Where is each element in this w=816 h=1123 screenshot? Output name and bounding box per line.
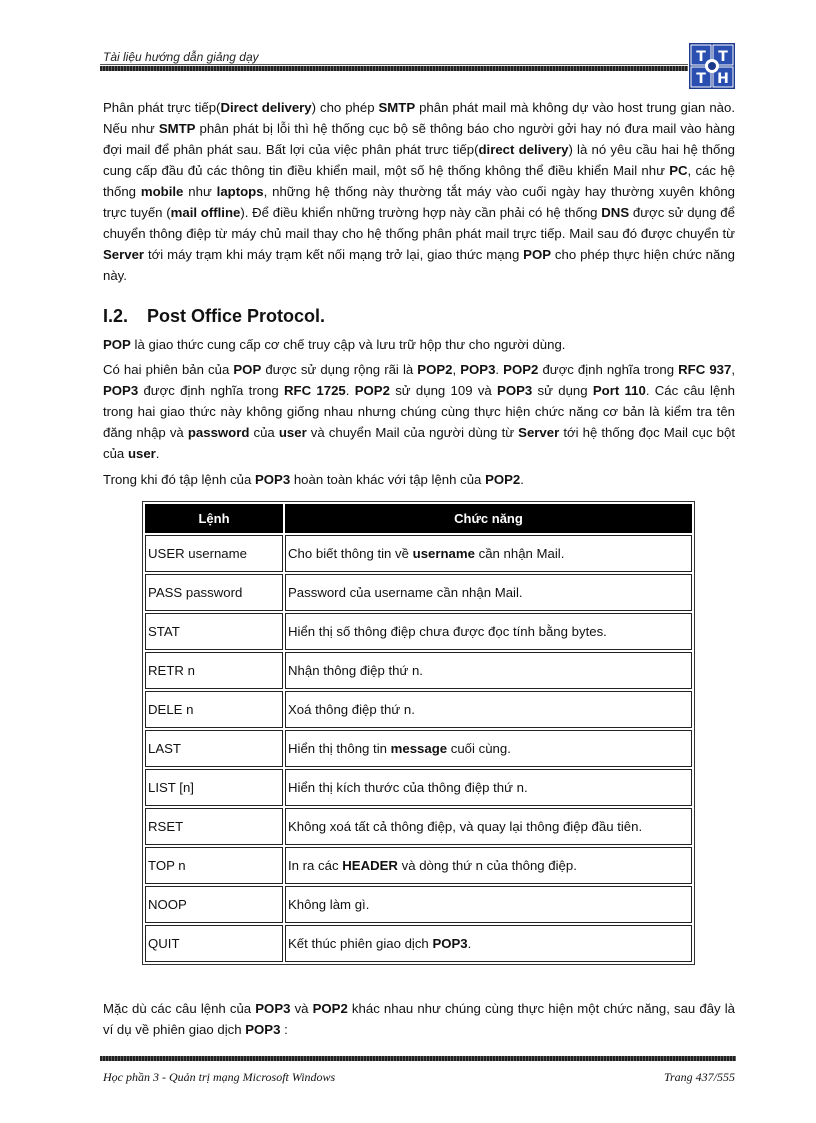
command-cell: NOOP	[145, 886, 283, 923]
text-run: Không làm gì.	[288, 897, 370, 912]
bold-term: Server	[518, 425, 560, 440]
bold-term: PC	[669, 163, 688, 178]
footer-rule	[100, 1056, 736, 1061]
bold-term: POP3	[432, 936, 468, 951]
bold-term: mail offline	[170, 205, 241, 220]
section-number: I.2.	[103, 306, 129, 326]
text-run: .	[345, 383, 355, 398]
bold-term: user	[278, 425, 307, 440]
text-run: .	[520, 472, 524, 487]
text-run: , những hệ thống này thường tắt máy vào cuối ngày hay thường xuyên không trực tuyến (	[103, 184, 736, 220]
function-cell	[285, 808, 692, 845]
bold-term: POP3	[103, 383, 139, 398]
text-run: Trong khi đó tập lệnh của	[103, 472, 255, 487]
function-cell	[285, 535, 692, 572]
section-heading	[103, 306, 325, 327]
text-run: .	[155, 446, 160, 461]
text-run: được sử dụng để chuyển thông điệp từ máy chủ mail thay cho hệ thống phân phát mail trực tiếp. Mail sau đó được chuyển từ	[103, 205, 735, 241]
bold-term: SMTP	[158, 121, 196, 136]
text-run: ) là nó yêu cầu hai hệ thống cung cấp đầu đủ các thông tin điều khiển mail, một số hệ thống không thể điều khiển Mail như	[103, 142, 735, 178]
text-run: Hiển thị số thông điệp chưa được đọc tính bằng bytes.	[288, 624, 607, 639]
table-row	[145, 730, 692, 767]
text-run: Không xoá tất cả thông điệp, và quay lại thông điệp đầu tiên.	[288, 819, 643, 834]
command-cell: DELE n	[145, 691, 283, 728]
bold-term: POP2	[503, 362, 539, 377]
logo-letter-1: T	[696, 49, 706, 65]
bold-term: DNS	[601, 205, 630, 220]
text-run: Kết thúc phiên giao dịch	[288, 936, 433, 951]
text-run: của	[249, 425, 279, 440]
command-cell: QUIT	[145, 925, 283, 962]
bold-term: message	[390, 741, 448, 756]
function-cell	[285, 769, 692, 806]
text-run: là giao thức cung cấp cơ chế truy cập và lưu trữ hộp thư cho người dùng.	[130, 337, 566, 352]
table-row	[145, 613, 692, 650]
text-run: Hiển thị thông tin	[288, 741, 391, 756]
text-run: .	[467, 936, 472, 951]
pop-versions-paragraph	[103, 359, 735, 464]
bold-term: POP2	[312, 1001, 348, 1016]
command-cell: PASS password	[145, 574, 283, 611]
text-run: và chuyển Mail của người dùng từ	[306, 425, 519, 440]
command-cell: RETR n	[145, 652, 283, 689]
bold-term: POP3	[245, 1022, 281, 1037]
bold-term: Port 110	[592, 383, 646, 398]
table-row	[145, 574, 692, 611]
logo-letter-4: H	[717, 71, 729, 87]
bold-term: POP	[233, 362, 262, 377]
bold-term: Direct delivery	[220, 100, 312, 115]
bold-term: username	[412, 546, 475, 561]
table-row	[145, 535, 692, 572]
bold-term: POP	[103, 337, 131, 352]
text-run: và dòng thứ n của thông điệp.	[397, 858, 577, 873]
text-run: phân phát mail mà không dự vào host trung gian nào. Nếu như	[103, 100, 736, 136]
text-run: ). Để điều khiển những trường hợp này cần phải có hệ thống	[240, 205, 602, 220]
command-cell: LAST	[145, 730, 283, 767]
function-cell	[285, 730, 692, 767]
bold-term: direct delivery	[478, 142, 569, 157]
text-run: Password của username cần nhận Mail.	[288, 585, 523, 600]
text-run: .	[495, 362, 504, 377]
text-run: tới máy trạm khi máy trạm kết nối mạng trở lại, giao thức mạng	[144, 247, 524, 262]
text-run: Mặc dù các câu lệnh của	[103, 1001, 256, 1016]
text-run: In ra các	[288, 858, 343, 873]
bold-term: laptops	[216, 184, 264, 199]
header-title: Tài liệu hướng dẫn giảng dạy	[103, 50, 259, 64]
column-header-command: Lệnh	[145, 504, 283, 533]
function-cell	[285, 886, 692, 923]
bold-term: RFC 937	[678, 362, 732, 377]
command-cell: LIST [n]	[145, 769, 283, 806]
logo-letter-2: T	[718, 49, 728, 65]
table-header-row	[145, 504, 692, 533]
bold-term: POP3	[460, 362, 496, 377]
text-run: Hiển thị kích thước của thông điệp thứ n.	[288, 780, 528, 795]
text-run: phân phát bị lỗi thì hệ thống cục bộ sẽ thông báo cho người gởi hay nó đưa mail vào hàng đợi mail để phân phát sau. Bất lợi của việc phân phát trưc tiếp(	[103, 121, 735, 157]
text-run: như	[183, 184, 217, 199]
text-run: được sử dụng rộng rãi là	[261, 362, 418, 377]
text-run: ) cho phép	[311, 100, 379, 115]
text-run: ,	[452, 362, 461, 377]
text-run: . Các câu lệnh trong hai giao thức này không giống nhau nhưng chúng cùng thực hiện chức năng cơ bản là kiểm tra tên đăng nhập và	[103, 383, 735, 440]
bold-term: HEADER	[342, 858, 398, 873]
table-row	[145, 769, 692, 806]
function-cell	[285, 691, 692, 728]
text-run: sử dụng 109 và	[389, 383, 498, 398]
bold-term: RFC 1725	[284, 383, 346, 398]
pop3-intro-paragraph	[103, 469, 735, 490]
bold-term: POP2	[485, 472, 521, 487]
text-run: Phân phát trực tiếp(	[103, 100, 221, 115]
bold-term: password	[187, 425, 250, 440]
text-run: được định nghĩa trong	[138, 383, 285, 398]
table-row	[145, 925, 692, 962]
command-cell: STAT	[145, 613, 283, 650]
text-run: sử dụng	[532, 383, 593, 398]
table-row	[145, 808, 692, 845]
text-run: :	[280, 1022, 288, 1037]
section-title-text: Post Office Protocol.	[147, 306, 326, 326]
function-cell	[285, 925, 692, 962]
table-row	[145, 652, 692, 689]
bold-term: POP2	[417, 362, 453, 377]
text-run: được định nghĩa trong	[538, 362, 679, 377]
text-run: ,	[731, 362, 736, 377]
column-header-function: Chức năng	[285, 504, 692, 533]
text-run: tới hệ thống đọc Mail cục bột của	[103, 425, 736, 461]
bold-term: Server	[103, 247, 145, 262]
header-rule-thin	[100, 64, 688, 65]
command-cell: TOP n	[145, 847, 283, 884]
text-run: cho phép thực hiện chức năng này.	[103, 247, 736, 283]
footer-course: Học phần 3 - Quản trị mạng Microsoft Windows	[103, 1070, 336, 1084]
bold-term: mobile	[140, 184, 184, 199]
command-cell: RSET	[145, 808, 283, 845]
bold-term: user	[127, 446, 156, 461]
header-rule	[100, 66, 688, 71]
text-run: , các hệ thống	[103, 163, 735, 199]
bold-term: SMTP	[378, 100, 416, 115]
bold-term: POP	[523, 247, 552, 262]
text-run: và	[290, 1001, 313, 1016]
intro-paragraph	[103, 97, 735, 286]
ttth-logo-icon	[689, 43, 735, 89]
text-run: Nhận thông điệp thứ n.	[288, 663, 423, 678]
text-run: hoàn toàn khác với tập lệnh của	[290, 472, 486, 487]
logo-letter-3: T	[696, 71, 706, 87]
function-cell	[285, 847, 692, 884]
footer-page-number: Trang 437/555	[663, 1070, 735, 1084]
table-row	[145, 847, 692, 884]
table-body	[145, 535, 692, 962]
closing-paragraph	[103, 998, 735, 1040]
table-row	[145, 886, 692, 923]
table-row	[145, 691, 692, 728]
bold-term: POP2	[354, 383, 390, 398]
function-cell	[285, 652, 692, 689]
pop3-commands-table	[143, 502, 694, 964]
function-cell	[285, 613, 692, 650]
bold-term: POP3	[255, 1001, 291, 1016]
pop-definition-paragraph	[103, 334, 735, 355]
text-run: Có hai phiên bản của	[103, 362, 234, 377]
bold-term: POP3	[497, 383, 533, 398]
bold-term: POP3	[255, 472, 291, 487]
text-run: khác nhau như chúng cùng thực hiện một chức năng, sau đây là ví dụ về phiên giao dịch	[103, 1001, 736, 1037]
text-run: Xoá thông điệp thứ n.	[288, 702, 415, 717]
text-run: cần nhận Mail.	[474, 546, 565, 561]
function-cell	[285, 574, 692, 611]
text-run: Cho biết thông tin về	[288, 546, 413, 561]
command-cell: USER username	[145, 535, 283, 572]
text-run: cuối cùng.	[447, 741, 511, 756]
